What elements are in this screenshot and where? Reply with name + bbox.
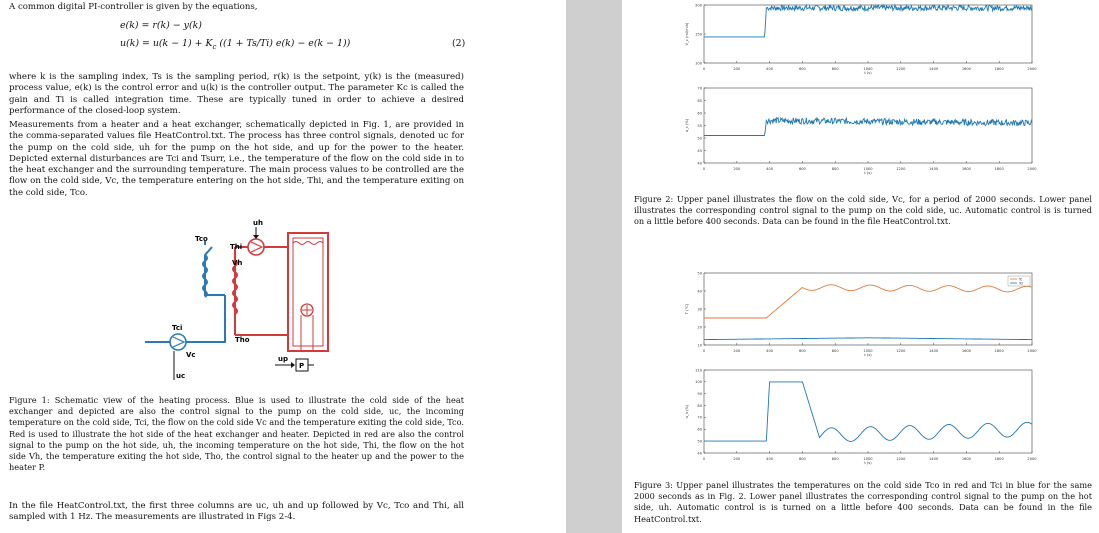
label-thi: Thi xyxy=(230,243,243,251)
x-tick-label-fig3-lower: 200 xyxy=(733,457,741,461)
x-tick-label-fig3-upper: 1600 xyxy=(961,349,971,353)
y-tick-label-fig3-lower: 50 xyxy=(697,439,702,444)
y-tick-label-fig2-upper: 150 xyxy=(695,32,702,37)
x-tick-label-fig2-upper: 1200 xyxy=(896,67,906,71)
y-tick-label-fig3-lower: 110 xyxy=(695,368,702,373)
y-tick-label-fig2-upper: 100 xyxy=(695,61,702,66)
x-tick-label-fig3-upper: 1400 xyxy=(929,349,939,353)
legend-label-Tci: Tci xyxy=(1019,281,1024,286)
x-tick-label-fig3-upper: 1000 xyxy=(863,349,873,353)
y-tick-label-fig3-lower: 40 xyxy=(697,451,702,456)
x-tick-label-fig3-lower: 1400 xyxy=(929,457,939,461)
y-axis-label-fig2-lower: u_c (%) xyxy=(685,118,689,133)
x-tick-label-fig3-upper: 200 xyxy=(733,349,741,353)
y-tick-label-fig2-lower: 70 xyxy=(697,86,702,91)
x-tick-label-fig3-lower: 0 xyxy=(702,457,706,461)
x-tick-label-fig2-upper: 2000 xyxy=(1027,67,1037,71)
equation-error: e(k) = r(k) − y(k) xyxy=(120,20,202,31)
x-tick-label-fig3-lower: 1800 xyxy=(994,457,1004,461)
y-tick-label-fig3-lower: 90 xyxy=(697,392,702,397)
x-tick-label-fig2-lower: 200 xyxy=(733,167,741,171)
y-tick-label-fig3-upper: 10 xyxy=(697,343,702,348)
label-up: up xyxy=(278,355,288,363)
x-tick-label-fig2-upper: 600 xyxy=(798,67,806,71)
intro-text: A common digital PI-controller is given by the equations, xyxy=(9,2,258,12)
heating-process-schematic xyxy=(130,205,370,385)
plot-frame-fig2-upper xyxy=(704,5,1032,63)
x-tick-label-fig3-upper: 0 xyxy=(702,349,706,353)
x-tick-label-fig3-upper: 2000 xyxy=(1027,349,1037,353)
x-axis-label-fig3-lower: t (s) xyxy=(864,461,872,465)
x-tick-label-fig2-lower: 1400 xyxy=(929,167,939,171)
x-tick-label-fig3-lower: 1200 xyxy=(896,457,906,461)
equation-controller xyxy=(120,38,350,51)
cold-side-piping xyxy=(145,241,225,342)
x-tick-label-fig2-upper: 1400 xyxy=(929,67,939,71)
y-axis-label-fig2-upper: V_c (ml/min) xyxy=(685,22,689,46)
x-tick-label-fig2-lower: 600 xyxy=(798,167,806,171)
label-tco: Tco xyxy=(195,235,208,243)
x-tick-label-fig2-upper: 0 xyxy=(702,67,706,71)
label-vc: Vc xyxy=(186,351,196,359)
label-uh: uh xyxy=(253,219,263,227)
x-tick-label-fig3-upper: 400 xyxy=(766,349,774,353)
paragraph-measurements: Measurements from a heater and a heat exchanger, schematically depicted in Fig. 1, are provided in the comma-separated values file HeatControl.txt. The process has three control signals, denoted uc for the pump on the cold side, uh for the pump on the hot side, and up for the power to the heater. Depicted external disturbances are Tci and Tsurr, i.e., the temperature of the flow on the cold side in to the heat exchanger and the surrounding temperature. The main process values to be controlled are the flow on the cold side, Vc, the temperature entering on the hot side, Thi, and the temperature exiting on the cold side, Tco. xyxy=(9,120,464,198)
y-tick-label-fig2-lower: 50 xyxy=(697,136,702,141)
x-axis-label-fig3-upper: t (s) xyxy=(864,353,872,357)
y-axis-label-fig3-lower: u_h (%) xyxy=(685,404,689,419)
y-tick-label-fig2-lower: 65 xyxy=(697,98,702,103)
x-tick-label-fig3-lower: 1600 xyxy=(961,457,971,461)
x-tick-label-fig2-upper: 400 xyxy=(766,67,774,71)
x-tick-label-fig3-upper: 1200 xyxy=(896,349,906,353)
x-tick-label-fig2-lower: 0 xyxy=(702,167,706,171)
y-tick-label-fig2-lower: 40 xyxy=(697,161,702,166)
x-tick-label-fig2-lower: 1000 xyxy=(863,167,873,171)
eq2-sub: c xyxy=(212,42,217,51)
plot-frame-fig3-lower xyxy=(704,370,1032,453)
y-tick-label-fig3-lower: 70 xyxy=(697,415,702,420)
x-tick-label-fig2-upper: 1800 xyxy=(994,67,1004,71)
equation-number: (2) xyxy=(452,38,466,49)
y-tick-label-fig2-upper: 200 xyxy=(695,3,702,8)
paragraph-definitions: where k is the sampling index, Ts is the sampling period, r(k) is the setpoint, y(k) is the (measured) process value, e(k) is the control error and u(k) is the controller output. The parameter Kc is called the gain and Ti is called integration time. These are typically tuned in order to achieve a desired performance of the closed-loop system. xyxy=(9,72,464,116)
page-gap xyxy=(566,0,622,533)
x-tick-label-fig3-upper: 1800 xyxy=(994,349,1004,353)
plot-frame-fig2-lower xyxy=(704,88,1032,163)
y-tick-label-fig3-lower: 80 xyxy=(697,403,702,408)
y-tick-label-fig2-lower: 55 xyxy=(697,123,702,128)
y-tick-label-fig3-upper: 40 xyxy=(697,289,702,294)
figure3-caption: Figure 3: Upper panel illustrates the temperatures on the cold side Tco in red and Tci in blue for the same 2000 seconds as in Fig. 2. Lower panel illustrates the corresponding control signal to the pump on the hot side, uh. Automatic control is is turned on a little before 400 seconds. Data can be found in the file HeatControl.txt. xyxy=(634,480,1092,524)
x-tick-label-fig2-lower: 800 xyxy=(831,167,839,171)
x-axis-label-fig2-upper: t (s) xyxy=(864,71,872,75)
y-tick-label-fig3-upper: 20 xyxy=(697,325,702,330)
x-tick-label-fig3-lower: 2000 xyxy=(1027,457,1037,461)
y-tick-label-fig3-upper: 30 xyxy=(697,307,702,312)
x-tick-label-fig2-upper: 200 xyxy=(733,67,741,71)
figure2-caption: Figure 2: Upper panel illustrates the flow on the cold side, Vc, for a period of 2000 seconds. Lower panel illustrates the corresponding control signal to the pump on the cold side, uc. Automatic control is is turned on a little before 400 seconds. Data can be found in the file HeatControl.txt. xyxy=(634,194,1092,227)
figure1-caption: Figure 1: Schematic view of the heating process. Blue is used to illustrate the cold side of the heat exchanger and depicted are also the control signal to the pump on the cold side, uc, the incoming temperature on the cold side, Tci, the flow on the cold side Vc and the temperature exiting the cold side, Tco. Red is used to illustrate the hot side of the heat exchanger and heater. Depicted in red are also the control signal to the pump on the hot side, uh, the incoming temperature on the hot side, Thi, the flow on the hot side Vh, the temperature exiting the hot side, Tho, the control signal to the heater up and the power to the heater P. xyxy=(9,395,464,473)
x-tick-label-fig2-upper: 1000 xyxy=(863,67,873,71)
label-p: P xyxy=(299,362,305,370)
y-axis-label-fig3-upper: T (°C) xyxy=(685,303,689,315)
y-tick-label-fig3-upper: 50 xyxy=(697,271,702,276)
legend-label-Tc: Tc xyxy=(1019,277,1023,282)
right-page xyxy=(622,0,1099,533)
eq2-rhs: ((1 + Ts/Ti) e(k) − e(k − 1)) xyxy=(219,38,351,49)
label-vh: Vh xyxy=(232,259,243,267)
paragraph-data-columns: In the file HeatControl.txt, the first three columns are uc, uh and up followed by Vc, Tco and Thi, all sampled with 1 Hz. The measurements are illustrated in Figs 2-4. xyxy=(9,501,464,523)
eq2-lhs: u(k) = u(k − 1) + K xyxy=(120,38,213,49)
x-axis-label-fig2-lower: t (s) xyxy=(864,171,872,175)
x-tick-label-fig2-upper: 1600 xyxy=(961,67,971,71)
x-tick-label-fig3-lower: 1000 xyxy=(863,457,873,461)
x-tick-label-fig2-upper: 800 xyxy=(831,67,839,71)
y-tick-label-fig2-lower: 60 xyxy=(697,111,702,116)
label-uc: uc xyxy=(176,372,186,380)
x-tick-label-fig3-lower: 800 xyxy=(831,457,839,461)
x-tick-label-fig3-upper: 800 xyxy=(831,349,839,353)
x-tick-label-fig3-lower: 400 xyxy=(766,457,774,461)
label-tci: Tci xyxy=(172,324,183,332)
x-tick-label-fig3-upper: 600 xyxy=(798,349,806,353)
y-tick-label-fig2-lower: 45 xyxy=(697,148,702,153)
plots-svg xyxy=(622,0,1099,533)
x-tick-label-fig2-lower: 1200 xyxy=(896,167,906,171)
x-tick-label-fig3-lower: 600 xyxy=(798,457,806,461)
label-tho: Tho xyxy=(235,336,250,344)
hot-side-piping xyxy=(235,247,290,335)
x-tick-label-fig2-lower: 400 xyxy=(766,167,774,171)
y-tick-label-fig3-lower: 60 xyxy=(697,427,702,432)
heater-tank xyxy=(288,233,328,351)
x-tick-label-fig2-lower: 1600 xyxy=(961,167,971,171)
y-tick-label-fig3-lower: 100 xyxy=(695,380,702,385)
x-tick-label-fig2-lower: 1800 xyxy=(994,167,1004,171)
x-tick-label-fig2-lower: 2000 xyxy=(1027,167,1037,171)
plot-frame-fig3-upper xyxy=(704,273,1032,345)
